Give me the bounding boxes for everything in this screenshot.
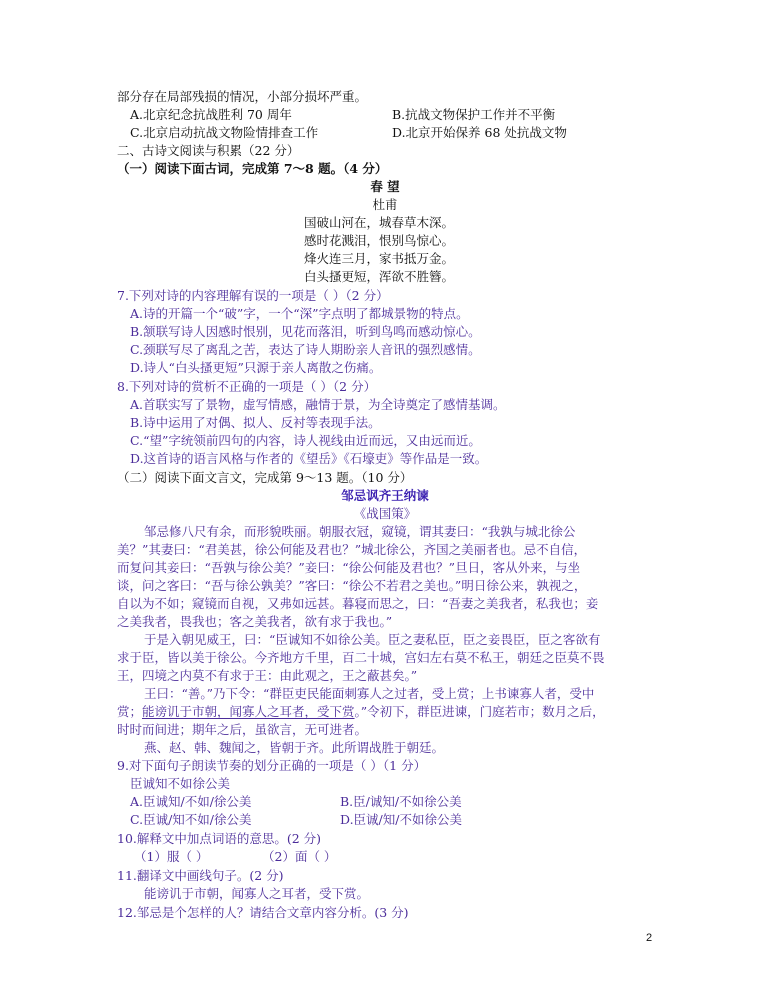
q7-option-a: A.诗的开篇一个“破”字，一个“深”字点明了都城景物的特点。 — [130, 306, 469, 321]
essay-para3-line2 — [117, 703, 605, 721]
essay-para1-line5: 自以为不如；窥镜而自视，又弗如远甚。暮寝而思之，曰：“吾妻之美我者，私我也；妾 — [117, 596, 599, 611]
section2-title: 二、古诗文阅读与积累（22 分） — [117, 143, 300, 158]
q9-option-c: C.臣诚/知不如/徐公美 — [130, 812, 252, 827]
q6-option-c: C.北京启动抗战文物险情排查工作 — [130, 125, 319, 140]
essay-para1-line6: 之美我者，畏我也；客之美我者，欲有求于我也。” — [117, 614, 393, 629]
essay-para2-line2: 求于臣，皆以美于徐公。今齐地方千里，百二十城，宫妇左右莫不私王，朝廷之臣莫不畏 — [117, 650, 605, 665]
poem-title: 春 望 — [370, 179, 400, 194]
q7-option-c: C.颈联写尽了离乱之苦，表达了诗人期盼亲人音讯的强烈感情。 — [130, 342, 481, 357]
essay-para1-line4: 谈，问之客曰：“吾与徐公孰美？”客曰：“徐公不若君之美也。”明日徐公来，孰视之， — [117, 578, 587, 593]
q6-option-a: A.北京纪念抗战胜利 70 周年 — [130, 107, 292, 122]
poem-line-4: 白头搔更短，浑欲不胜簪。 — [304, 269, 455, 284]
poem-line-2: 感时花溅泪，恨别鸟惊心。 — [304, 233, 455, 248]
q6-option-d: D.北京开始保养 68 处抗战文物 — [392, 125, 567, 140]
q7-option-d: D.诗人“白头搔更短”只源于亲人离散之伤痛。 — [130, 360, 382, 375]
q9-stem: 9.对下面句子朗读节奏的划分正确的一项是（ ）（1 分） — [117, 758, 427, 773]
essay-para2-line3: 王，四境之内莫不有求于王：由此观之，王之蔽甚矣。” — [117, 668, 418, 683]
essay-title: 邹忌讽齐王纳谏 — [341, 488, 429, 503]
q11-stem: 11.翻译文中画线句子。(2 分) — [117, 868, 284, 883]
q8-option-a: A.首联实写了景物，虚写情感，融情于景，为全诗奠定了感情基调。 — [130, 397, 506, 412]
page-number: 2 — [646, 932, 653, 944]
underlined-sentence: 能谤讥于市朝，闻寡人之耳者，受下赏 — [142, 704, 355, 719]
essay-para3-line3: 时时而间进；期年之后，虽欲言，无可进者。 — [117, 722, 368, 737]
q6-option-b: B.抗战文物保护工作并不平衡 — [392, 107, 556, 122]
q9-option-b: B.臣/诚知/不如徐公美 — [340, 794, 462, 809]
q8-option-b: B.诗中运用了对偶、拟人、反衬等表现手法。 — [130, 415, 381, 430]
essay-para1-line3: 而复问其妾曰：“吾孰与徐公美？”妾曰：“徐公何能及君也？”旦日，客从外来，与坐 — [117, 560, 581, 575]
poem-line-1: 国破山河在，城春草木深。 — [304, 215, 455, 230]
intro-line: 部分存在局部残损的情况，小部分损坏严重。 — [117, 89, 368, 104]
q7-stem: 7.下列对诗的内容理解有误的一项是（ ）（2 分） — [117, 288, 389, 303]
part2-title: （二）阅读下面文言文，完成第 9～13 题。（10 分） — [117, 470, 413, 485]
essay-para1-line1: 邹忌修八尺有余，而形貌昳丽。朝服衣冠，窥镜，谓其妻曰：“我孰与城北徐公 — [144, 524, 576, 539]
essay-para2-line1: 于是入朝见威王，曰：“臣诚知不如徐公美。臣之妻私臣，臣之妾畏臣，臣之客欲有 — [144, 632, 601, 647]
q9-option-a: A.臣诚知/不如/徐公美 — [130, 794, 252, 809]
q12-stem: 12.邹忌是个怎样的人？请结合文章内容分析。(3 分) — [117, 905, 409, 920]
essay-para3-line2-start: 赏； — [117, 704, 143, 719]
q8-option-c: C.“望”字统领前四句的内容，诗人视线由近而远，又由远而近。 — [130, 433, 481, 448]
q10-item-1: （1）服（ ） — [134, 849, 209, 864]
q8-option-d: D.这首诗的语言风格与作者的《望岳》《石壕吏》等作品是一致。 — [130, 451, 488, 466]
q7-option-b: B.颔联写诗人因感时恨别，见花而落泪，听到鸟鸣而感动惊心。 — [130, 324, 481, 339]
part1-title: （一）阅读下面古词，完成第 7～8 题。（4 分） — [117, 161, 388, 176]
q10-stem: 10.解释文中加点词语的意思。(2 分) — [117, 831, 322, 846]
q9-sentence: 臣诚知不如徐公美 — [130, 776, 231, 791]
q8-stem: 8.下列对诗的赏析不正确的一项是（ ）（2 分） — [117, 379, 377, 394]
poem-author: 杜甫 — [372, 197, 398, 212]
essay-para3-line2-end: 。”令初下，群臣进谏，门庭若市；数月之后， — [354, 704, 605, 719]
q9-option-d: D.臣诚/知/不如徐公美 — [340, 812, 462, 827]
q11-sentence: 能谤讥于市朝，闻寡人之耳者，受下赏。 — [144, 886, 370, 901]
q10-item-2: （2）面（ ） — [262, 849, 337, 864]
essay-para1-line2: 美？”其妻曰：“君美甚，徐公何能及君也？”城北徐公，齐国之美丽者也。忌不自信， — [117, 542, 587, 557]
essay-para3-line1: 王曰：“善。”乃下令：“群臣吏民能面刺寡人之过者，受上赏；上书谏寡人者，受中 — [144, 686, 595, 701]
essay-para4-line1: 燕、赵、韩、魏闻之，皆朝于齐。此所谓战胜于朝廷。 — [144, 740, 445, 755]
essay-source: 《战国策》 — [353, 506, 417, 521]
poem-line-3: 烽火连三月，家书抵万金。 — [304, 251, 455, 266]
